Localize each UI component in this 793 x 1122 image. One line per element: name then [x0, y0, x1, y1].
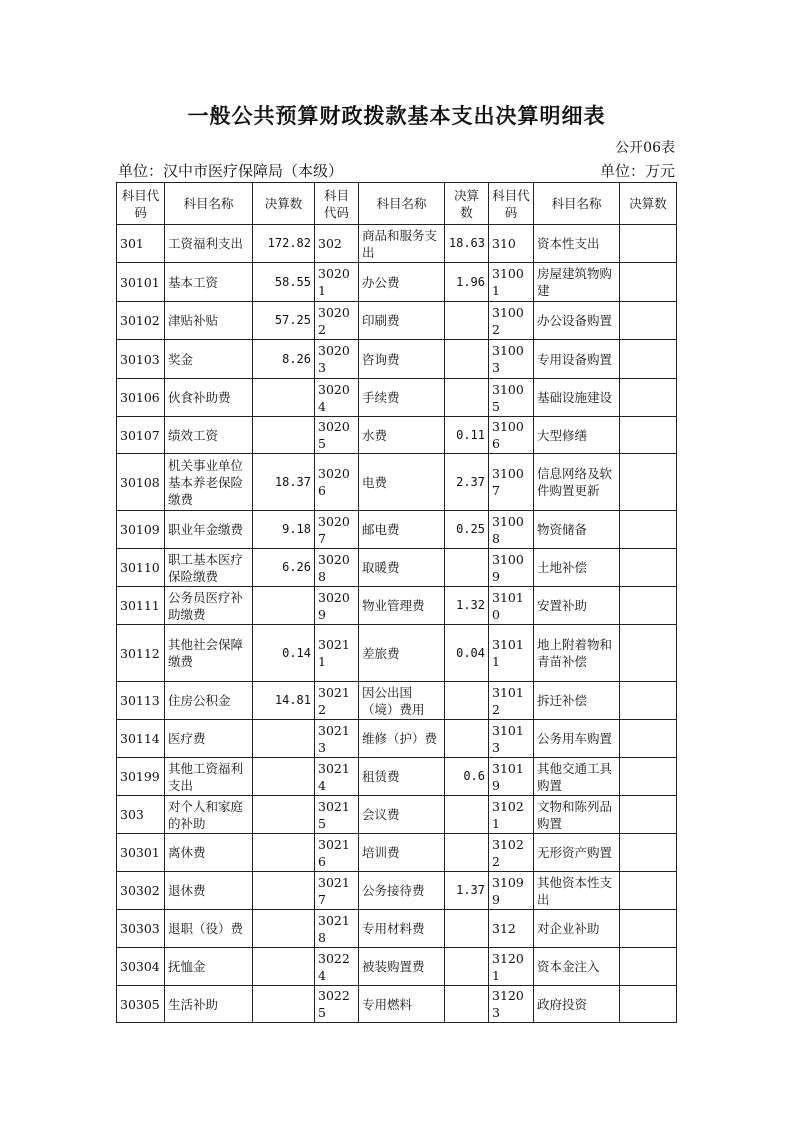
- cell-value-2: 0.04: [445, 625, 489, 682]
- cell-name-3: 政府投资: [534, 986, 620, 1023]
- cell-value-1: 8.26: [253, 340, 315, 379]
- cell-value-2: [445, 948, 489, 986]
- cell-value-1: [253, 834, 315, 872]
- cell-code-1: 30101: [117, 263, 165, 302]
- cell-code-1: 301: [117, 225, 165, 263]
- cell-value-1: 0.14: [253, 625, 315, 682]
- cell-value-2: 1.32: [445, 587, 489, 625]
- cell-code-3: 31001: [489, 263, 534, 302]
- cell-value-3: [620, 225, 677, 263]
- cell-name-1: 退职（役）费: [165, 910, 253, 948]
- cell-code-1: 30102: [117, 302, 165, 340]
- table-row: [117, 948, 677, 986]
- cell-name-3: 大型修缮: [534, 417, 620, 454]
- table-row: [117, 796, 677, 834]
- cell-name-3: 拆迁补偿: [534, 682, 620, 720]
- cell-code-1: 30305: [117, 986, 165, 1023]
- cell-code-1: 30302: [117, 872, 165, 910]
- cell-value-1: [253, 986, 315, 1023]
- cell-value-3: [620, 682, 677, 720]
- cell-value-2: 1.96: [445, 263, 489, 302]
- cell-code-3: 31011: [489, 625, 534, 682]
- cell-value-1: [253, 948, 315, 986]
- cell-name-2: 维修（护）费: [359, 720, 445, 758]
- cell-code-1: 30110: [117, 549, 165, 587]
- cell-code-2: 30204: [315, 379, 359, 417]
- cell-value-3: [620, 948, 677, 986]
- cell-value-1: [253, 872, 315, 910]
- cell-name-1: 生活补助: [165, 986, 253, 1023]
- cell-code-2: 30224: [315, 948, 359, 986]
- header-code-3: 科目代码: [489, 183, 534, 225]
- table-row: [117, 263, 677, 302]
- cell-name-2: 取暖费: [359, 549, 445, 587]
- cell-code-2: 30212: [315, 682, 359, 720]
- cell-value-2: 0.11: [445, 417, 489, 454]
- header-value-2: 决算数: [445, 183, 489, 225]
- cell-code-2: 30206: [315, 454, 359, 511]
- table-row: [117, 834, 677, 872]
- cell-code-2: 30203: [315, 340, 359, 379]
- cell-code-3: 31099: [489, 872, 534, 910]
- cell-code-3: 31009: [489, 549, 534, 587]
- cell-value-1: 9.18: [253, 511, 315, 549]
- table-header-row: [117, 183, 677, 225]
- cell-value-2: 0.25: [445, 511, 489, 549]
- cell-value-2: 0.6: [445, 758, 489, 796]
- cell-value-3: [620, 796, 677, 834]
- cell-value-1: [253, 379, 315, 417]
- cell-code-3: 31010: [489, 587, 534, 625]
- cell-name-3: 物资储备: [534, 511, 620, 549]
- cell-code-2: 30205: [315, 417, 359, 454]
- cell-name-1: 津贴补贴: [165, 302, 253, 340]
- header-name-3: 科目名称: [534, 183, 620, 225]
- cell-name-3: 文物和陈列品购置: [534, 796, 620, 834]
- cell-name-2: 专用材料费: [359, 910, 445, 948]
- cell-code-1: 303: [117, 796, 165, 834]
- cell-value-1: [253, 910, 315, 948]
- cell-name-1: 其他社会保障缴费: [165, 625, 253, 682]
- header-value-3: 决算数: [620, 183, 677, 225]
- cell-code-3: 31008: [489, 511, 534, 549]
- cell-code-2: 30207: [315, 511, 359, 549]
- table-row: [117, 587, 677, 625]
- cell-value-1: [253, 417, 315, 454]
- cell-name-1: 机关事业单位基本养老保险缴费: [165, 454, 253, 511]
- cell-code-1: 30106: [117, 379, 165, 417]
- cell-name-3: 专用设备购置: [534, 340, 620, 379]
- cell-value-3: [620, 417, 677, 454]
- table-row: [117, 682, 677, 720]
- cell-code-3: 31013: [489, 720, 534, 758]
- cell-name-3: 资本性支出: [534, 225, 620, 263]
- table-row: [117, 454, 677, 511]
- cell-code-2: 302: [315, 225, 359, 263]
- cell-code-2: 30225: [315, 986, 359, 1023]
- page-title: 一般公共预算财政拨款基本支出决算明细表: [187, 103, 606, 128]
- cell-code-2: 30214: [315, 758, 359, 796]
- cell-value-2: [445, 549, 489, 587]
- cell-value-2: [445, 682, 489, 720]
- cell-value-2: [445, 986, 489, 1023]
- cell-code-1: 30304: [117, 948, 165, 986]
- cell-name-1: 抚恤金: [165, 948, 253, 986]
- table-row: [117, 549, 677, 587]
- cell-name-1: 住房公积金: [165, 682, 253, 720]
- cell-name-2: 水费: [359, 417, 445, 454]
- cell-name-1: 职工基本医疗保险缴费: [165, 549, 253, 587]
- currency-unit: 单位：万元: [599, 162, 675, 180]
- cell-code-3: 312: [489, 910, 534, 948]
- header-name-2: 科目名称: [359, 183, 445, 225]
- cell-value-2: [445, 796, 489, 834]
- cell-name-1: 医疗费: [165, 720, 253, 758]
- cell-code-1: 30107: [117, 417, 165, 454]
- cell-value-3: [620, 986, 677, 1023]
- expenditure-table: [116, 182, 677, 1023]
- cell-name-3: 土地补偿: [534, 549, 620, 587]
- cell-name-2: 电费: [359, 454, 445, 511]
- header-value-1: 决算数: [253, 183, 315, 225]
- cell-name-1: 退休费: [165, 872, 253, 910]
- table-row: [117, 511, 677, 549]
- table-row: [117, 225, 677, 263]
- cell-code-1: 30303: [117, 910, 165, 948]
- cell-name-1: 离休费: [165, 834, 253, 872]
- cell-name-3: 对企业补助: [534, 910, 620, 948]
- table-row: [117, 417, 677, 454]
- cell-value-1: 57.25: [253, 302, 315, 340]
- cell-code-3: 31003: [489, 340, 534, 379]
- table-row: [117, 379, 677, 417]
- cell-code-1: 30109: [117, 511, 165, 549]
- cell-value-3: [620, 511, 677, 549]
- cell-name-3: 信息网络及软件购置更新: [534, 454, 620, 511]
- form-code: 公开06表: [615, 140, 675, 156]
- cell-value-1: 18.37: [253, 454, 315, 511]
- cell-value-3: [620, 720, 677, 758]
- cell-code-3: 310: [489, 225, 534, 263]
- cell-name-2: 公务接待费: [359, 872, 445, 910]
- cell-value-3: [620, 872, 677, 910]
- cell-name-2: 咨询费: [359, 340, 445, 379]
- cell-name-2: 因公出国（境）费用: [359, 682, 445, 720]
- cell-name-3: 基础设施建设: [534, 379, 620, 417]
- cell-code-2: 30208: [315, 549, 359, 587]
- cell-code-1: 30111: [117, 587, 165, 625]
- cell-code-3: 31007: [489, 454, 534, 511]
- cell-code-1: 30103: [117, 340, 165, 379]
- cell-value-3: [620, 758, 677, 796]
- cell-name-3: 安置补助: [534, 587, 620, 625]
- cell-value-2: [445, 379, 489, 417]
- cell-name-3: 其他交通工具购置: [534, 758, 620, 796]
- table-row: [117, 720, 677, 758]
- cell-name-3: 无形资产购置: [534, 834, 620, 872]
- cell-value-2: [445, 910, 489, 948]
- cell-value-1: 58.55: [253, 263, 315, 302]
- cell-value-2: [445, 340, 489, 379]
- cell-code-3: 31021: [489, 796, 534, 834]
- cell-code-2: 30211: [315, 625, 359, 682]
- cell-code-3: 31022: [489, 834, 534, 872]
- cell-name-2: 差旅费: [359, 625, 445, 682]
- cell-name-3: 办公设备购置: [534, 302, 620, 340]
- cell-name-2: 手续费: [359, 379, 445, 417]
- cell-value-2: [445, 302, 489, 340]
- cell-code-1: 30301: [117, 834, 165, 872]
- cell-code-2: 30209: [315, 587, 359, 625]
- cell-value-3: [620, 263, 677, 302]
- cell-code-2: 30216: [315, 834, 359, 872]
- cell-code-3: 31012: [489, 682, 534, 720]
- cell-code-2: 30217: [315, 872, 359, 910]
- table-row: [117, 986, 677, 1023]
- cell-code-1: 30112: [117, 625, 165, 682]
- cell-value-3: [620, 910, 677, 948]
- cell-code-3: 31019: [489, 758, 534, 796]
- cell-code-3: 31201: [489, 948, 534, 986]
- cell-code-2: 30202: [315, 302, 359, 340]
- cell-name-3: 资本金注入: [534, 948, 620, 986]
- cell-value-3: [620, 379, 677, 417]
- cell-name-1: 职业年金缴费: [165, 511, 253, 549]
- cell-code-3: 31006: [489, 417, 534, 454]
- cell-code-2: 30218: [315, 910, 359, 948]
- cell-name-2: 商品和服务支出: [359, 225, 445, 263]
- cell-name-2: 办公费: [359, 263, 445, 302]
- cell-name-1: 奖金: [165, 340, 253, 379]
- cell-name-1: 基本工资: [165, 263, 253, 302]
- cell-name-1: 绩效工资: [165, 417, 253, 454]
- cell-name-1: 其他工资福利支出: [165, 758, 253, 796]
- cell-name-1: 工资福利支出: [165, 225, 253, 263]
- cell-value-2: [445, 720, 489, 758]
- cell-name-1: 公务员医疗补助缴费: [165, 587, 253, 625]
- header-code-1: 科目代码: [117, 183, 165, 225]
- cell-code-2: 30201: [315, 263, 359, 302]
- cell-name-2: 物业管理费: [359, 587, 445, 625]
- cell-name-2: 会议费: [359, 796, 445, 834]
- cell-value-2: 2.37: [445, 454, 489, 511]
- cell-code-1: 30108: [117, 454, 165, 511]
- cell-name-2: 邮电费: [359, 511, 445, 549]
- cell-name-2: 印刷费: [359, 302, 445, 340]
- cell-name-2: 租赁费: [359, 758, 445, 796]
- cell-code-1: 30114: [117, 720, 165, 758]
- cell-name-3: 公务用车购置: [534, 720, 620, 758]
- cell-value-3: [620, 340, 677, 379]
- cell-name-1: 伙食补助费: [165, 379, 253, 417]
- cell-value-1: [253, 720, 315, 758]
- cell-name-3: 房屋建筑物购建: [534, 263, 620, 302]
- cell-value-1: [253, 796, 315, 834]
- table-row: [117, 872, 677, 910]
- cell-code-3: 31002: [489, 302, 534, 340]
- table-row: [117, 910, 677, 948]
- header-code-2: 科目代码: [315, 183, 359, 225]
- cell-value-2: [445, 834, 489, 872]
- cell-value-3: [620, 834, 677, 872]
- cell-value-1: [253, 758, 315, 796]
- cell-code-1: 30113: [117, 682, 165, 720]
- cell-value-1: 172.82: [253, 225, 315, 263]
- unit-label: 单位：汉中市医疗保障局（本级）: [118, 162, 344, 180]
- cell-value-1: [253, 587, 315, 625]
- header-name-1: 科目名称: [165, 183, 253, 225]
- cell-name-1: 对个人和家庭的补助: [165, 796, 253, 834]
- cell-code-1: 30199: [117, 758, 165, 796]
- cell-name-3: 其他资本性支出: [534, 872, 620, 910]
- cell-code-3: 31203: [489, 986, 534, 1023]
- cell-value-3: [620, 625, 677, 682]
- cell-code-3: 31005: [489, 379, 534, 417]
- cell-value-3: [620, 549, 677, 587]
- cell-value-2: 1.37: [445, 872, 489, 910]
- cell-value-1: 6.26: [253, 549, 315, 587]
- cell-value-2: 18.63: [445, 225, 489, 263]
- table-row: [117, 302, 677, 340]
- table-row: [117, 340, 677, 379]
- cell-name-2: 培训费: [359, 834, 445, 872]
- cell-value-1: 14.81: [253, 682, 315, 720]
- cell-value-3: [620, 587, 677, 625]
- cell-value-3: [620, 302, 677, 340]
- table-row: [117, 625, 677, 682]
- table-row: [117, 758, 677, 796]
- cell-name-3: 地上附着物和青苗补偿: [534, 625, 620, 682]
- cell-code-2: 30215: [315, 796, 359, 834]
- cell-value-3: [620, 454, 677, 511]
- cell-name-2: 被装购置费: [359, 948, 445, 986]
- cell-code-2: 30213: [315, 720, 359, 758]
- cell-name-2: 专用燃料: [359, 986, 445, 1023]
